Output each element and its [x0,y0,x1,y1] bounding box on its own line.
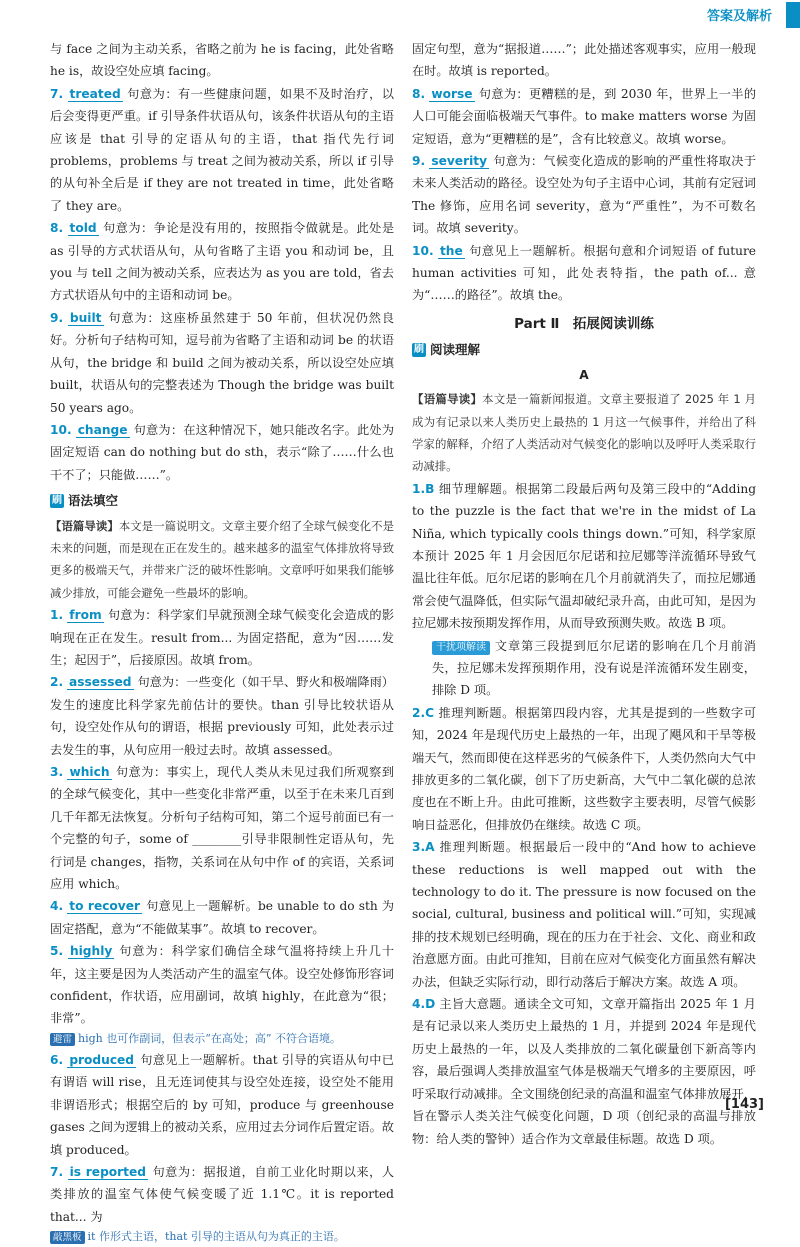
grammar-item-10: 10. the 句意见上一题解析。根据句意和介词短语 of future human activities 可知，此处表特指，the path of... 意为“……的路径”。故填 the。 [412,243,757,303]
grammar-item-8: 8. worse 句意为：更糟糕的是，到 2030 年，世界上一半的人口可能会面临极端天气事件。to make matters worse 为固定短语，意为“更糟糕的是”，含有比较意义。故填 worse。 [412,86,757,146]
header-title: 答案及解析 [706,9,772,24]
reading-item-2: 2.C 推理判断题。根据第四段内容，尤其是提到的一些数字可知，2024 年是现代历史上最热的一年，出现了飓风和干旱等极端天气，然而即使在这样恶劣的气候条件下，人类仍然向大气中排放更多的二氧化碳，创下了历史新高，大气中二氧化碳的总浓度也在不断上升。由此可推断，这些数字主要表明，尽管气候影响日益恶化，但排放仍在继续。故选 C 项。 [412,705,757,832]
grammar-item-2: 2. assessed 句意为：一些变化（如干旱、野火和极端降雨）发生的速度比科学家先前估计的要快。than 引导比较状语从句，设空处作从句的谓语，根据 previously 可知，此处表示过去发生的事，从句应用一般过去时。故填 assessed。 [50,675,394,757]
part-title: Part Ⅱ 拓展阅读训练 [514,315,654,332]
answer-word: severity [431,154,488,169]
passage-guide: 【语篇导读】本文是一篇说明文。文章主要介绍了全球气候变化不是未来的问题，而是现在正在发生的。越来越多的温室气体排放将导致更多的极端天气，并带来广泛的破坏性影响。文章呼吁如果我们能够减少排放，可能会避免一些最坏的影响。 [50,518,394,600]
grammar-item-6: 6. produced 句意见上一题解析。that 引导的宾语从句中已有谓语 will rise，且无连词使其与设空处连接，设空处不能用非谓语形式；根据空后的 by 可知，produce 与 greenhouse gases 之间为逻辑上的被动关系，应用过去分词作后置定语。故填 produced。 [50,1052,394,1157]
answer-item-8: 8. told 句意为：争论是没有用的，按照指令做就是。此处是 as 引导的方式状语从句，从句省略了主语 you 和动词 be，且 you 与 tell 之间为被动关系，应表达为 as you are told，省去方式状语从句中的主语和动词 be。 [50,221,395,303]
answer-word: the [439,243,463,258]
grammar-item-1: 1. from 句意为：科学家们早就预测全球气候变化会造成的影响现在正在发生。result from... 为固定搭配，意为“因……发生；起因于”，后接原因。故填 from。 [50,608,395,667]
answer-word: change [77,422,128,437]
answer-word: which [69,765,110,779]
answer-word: from [69,608,102,623]
answer-item-10: 10. change 句意为：在这种情况下，她只能改名字。此处为固定短语 can do nothing but do sth，表示“除了……什么也干不了；只能做……”。 [50,422,395,482]
section-grammar-title: 刷 语法填空 [52,493,119,509]
right-column [412,38,756,1150]
brush-icon: 刷 [414,344,424,356]
reading-item-1: 1.B 细节理解题。根据第二段最后两句及第三段中的“Adding to the puzzle is the fact that we're in the midst of La Niña, which typically cools things down.”可知，科学家原本预计 2025 年 1 月会因厄尔尼诺和拉尼娜等洋流循环导致气温比往年低。厄尔尼诺的影响在几个月前就消失了，而拉尼娜通常会使气温降低，但实际气温却破纪录升高，由此可知，是因为拉尼娜未按预期发挥作用，从而导致预测失败。故选 B 项。 [412,481,757,631]
answer-word: told [69,221,97,236]
answer-item-7: 7. treated 句意为：有一些健康问题，如果不及时治疗，以后会变得更严重。if 引导条件状语从句，该条件状语从句的主语应该是 that 引导的定语从句的主语，that 指代先行词 problems，problems 与 treat 之间为被动关系，所以 if 引导的从句补全后是 if they are not treated in time，此处省略了 they are。 [50,86,394,213]
grammar-item-3: 3. which 句意为：事实上，现代人类从未见过我们所观察到的全球气候变化，其中一些变化非常严重，以至于在未来几百到几千年都无法恢复。分析句子结构可知，第二个逗号前面已有一个完整的句子，some of ________引导非限制性定语从句，先行词是 changes，指物，关系词在从句中作 of 的宾语，关系词应用 which。 [50,765,395,892]
grammar-item-4: 4. to recover 句意见上一题解析。be unable to do sth 为固定搭配，意为“不能做某事”。故填 to recover。 [50,899,395,936]
reading-item-4: 4.D 主旨大意题。通读全文可知，文章开篇指出 2025 年 1 月是有记录以来人类历史上最热的 1 月，并提到 2024 年是现代历史上最热的一年，以及人类排放的二氧化碳量创下新高等内容，最后强调人类排放温室气体是极端天气增多的主要原因，呼吁采取行动减排。全文围绕创纪录的高温和温室气体排放展开，旨在警示人类关注气候变化问题，D 项（创纪录的高温与排放物：给人类的警钟）适合作为文章最佳标题。故选 D 项。 [412,997,756,1146]
handwritten-note: 敲黑板 it 作形式主语，that 引导的主语从句为真正的主语。 [50,1228,394,1245]
answer-word: assessed [69,675,132,690]
section-reading-title: 刷 阅读理解 [414,342,481,358]
answer-word: produced [69,1052,135,1067]
grammar-item-9: 9. severity 句意为：气候变化造成的影响的严重性将取决于未来人类活动的路径。设空处为句子主语中心词，其前有定冠词 The 修饰，应用名词 severity，意为“严重性”，为不可数名词。故填 severity。 [412,154,757,236]
brush-icon: 刷 [52,495,62,507]
answer-word: worse [431,86,473,101]
grammar-item-7: 7. is reported 句意为：据报道，自前工业化时期以来，人类排放的温室气体使气候变暖了近 1.1℃。it is reported that... 为 [50,1164,395,1224]
answer-word: treated [69,86,121,101]
answer-word: to recover [69,899,141,914]
passage-guide: 【语篇导读】本文是一篇新闻报道。文章主要报道了 2025 年 1 月成为有记录以来人类历史上最热的 1 月这一气候事件，并给出了科学家的解释，介绍了人类活动对气候变化的影响以及呼吁人类采取行动减排。 [412,392,756,474]
left-column [50,38,394,1247]
passage-label: A [579,367,589,382]
handwritten-note: 避雷 high 也可作副词，但表示“在高处；高” 不符合语境。 [50,1030,394,1047]
answer-word: built [69,310,102,325]
header-accent-bar [786,2,800,28]
distractor-note: 干扰项解读 文章第三段提到厄尔尼诺的影响在几个月前消失，拉尼娜未发挥预期作用，没有说是洋流循环发生剧变，排除 D 项。 [432,638,756,698]
page-number: [143] [724,1096,764,1112]
paragraph-continued: 固定句型，意为“据报道……”；此处描述客观事实，应用一般现在时。故填 is reported。 [412,42,756,79]
answer-word: is reported [69,1164,146,1179]
paragraph-continued: 与 face 之间为主动关系，省略之前为 he is facing，此处省略 he is，故设空处应填 facing。 [50,42,394,79]
reading-item-3: 3.A 推理判断题。根据最后一段中的“And how to achieve these reductions is well mapped out with the technology to do it. The pressure is now focused on the social, cultural, business and political will.”可知，实现减排的技术规划已经明确，现在的压力在于社会、文化、商业和政治意愿方面。由此可推知，目前在应对气候变化方面虽然有解决办法，但缺乏实际行动，即行动落后于解决方案。故选 A 项。 [412,840,756,989]
grammar-item-5: 5. highly 句意为：科学家们确信全球气温将持续上升几十年，这主要是因为人类活动产生的温室气体。设空处修饰形容词 confident，作状语，应用副词，故填 highly，在此意为“很；非常”。 [50,944,395,1026]
answer-item-9: 9. built 句意为：这座桥虽然建于 50 年前，但状况仍然良好。分析句子结构可知，逗号前为省略了主语和动词 be 的状语从句，the bridge 和 build 之间为被动关系，所以设空处应填 built，状语从句的完整表述为 Though the bridge was built 50 years ago。 [50,310,395,415]
answer-word: highly [69,944,113,959]
